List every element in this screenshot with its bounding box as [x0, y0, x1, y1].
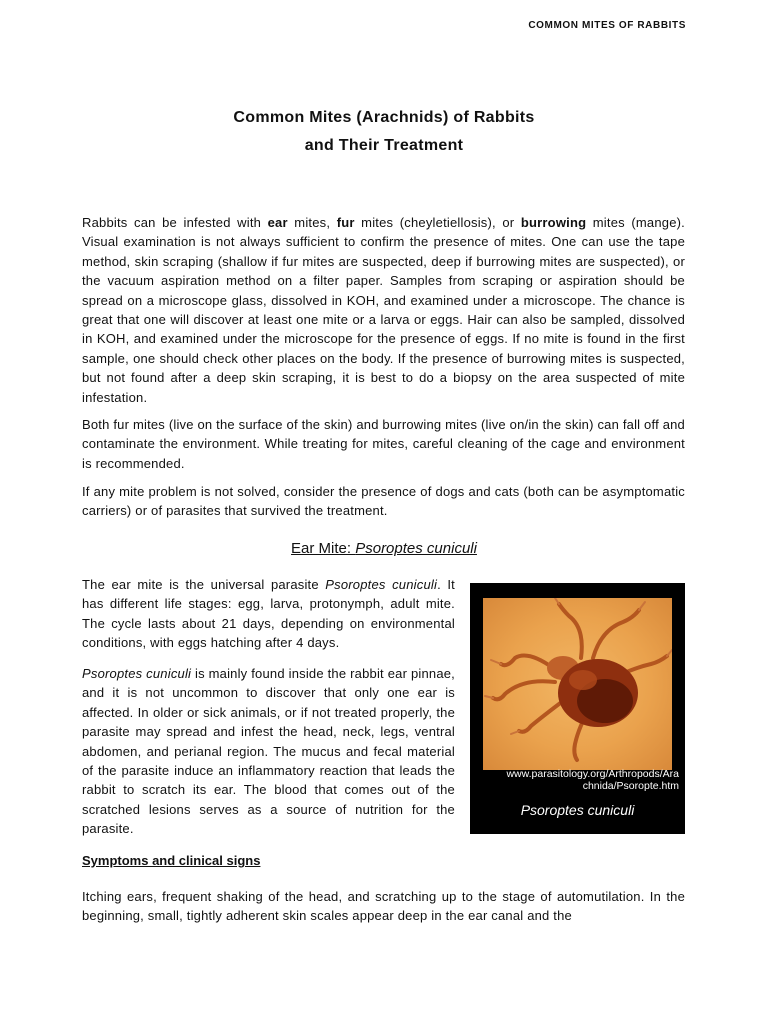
mite-illustration	[483, 598, 672, 770]
burrowing-term: burrowing	[520, 215, 587, 230]
mite-figure	[470, 583, 685, 834]
ear-mite-heading	[0, 540, 768, 557]
title-line-1: Common Mites (Arachnids) of Rabbits	[233, 109, 535, 126]
ear-mite-p1-text-1: The ear mite is the universal parasite	[82, 577, 326, 592]
ear-mite-heading-prefix: Ear Mite:	[291, 540, 356, 557]
figure-url-line-1: www.parasitology.org/Arthropods/Ara	[506, 768, 679, 780]
intro-paragraph	[82, 213, 685, 407]
unsolved-problem-paragraph: If any mite problem is not solved, consider the presence of dogs and cats (both can be asymptomatic carriers) or of parasites that survived the treatment.	[82, 484, 685, 519]
ear-mite-p1-species: Psoroptes cuniculi	[325, 577, 438, 592]
mite-photo	[483, 598, 672, 770]
ear-term: ear	[267, 215, 288, 230]
symptoms-heading: Symptoms and clinical signs	[82, 853, 261, 868]
ear-mite-paragraph-2	[82, 664, 455, 839]
intro-text-2: mites,	[287, 215, 337, 230]
intro-text-3: mites (cheyletiellosis), or	[354, 215, 521, 230]
running-header: COMMON MITES OF RABBITS	[528, 20, 686, 31]
figure-caption: Psoroptes cuniculi	[520, 802, 635, 818]
intro-text-1: Rabbits can be infested with	[82, 215, 268, 230]
figure-url-line-2: chnida/Psoropte.htm	[582, 780, 679, 792]
page-title	[0, 104, 768, 160]
ear-mite-p2-text: is mainly found inside the rabbit ear pinnae, and it is not uncommon to discover that only one ear is affected. In older or sick animals, or if not treated properly, the parasite may spread and infest the head, neck, legs, ventral abdomen, and perianal region. The mucus and fecal material of the parasite induce an inflammatory reaction that leads the rabbit to scratch its ear. The blood that comes out of the scratched lesions serves as a source of nutrition for the parasite.	[82, 666, 455, 837]
ear-mite-p1-text-2: . It has different life stages: egg, larva, protonymph, adult mite. The cycle lasts about 21 days, depending on environmental conditions, with eggs hatching after 4 days.	[82, 577, 455, 651]
intro-text-4: mites (mange). Visual examination is not always sufficient to confirm the presence of mites. One can use the tape method, skin scraping (shallow if fur mites are suspected, deep if burrowing mites are suspected), or the vacuum aspiration method on a filter paper. Samples from scraping or aspiration should be spread on a microscope glass, dissolved in KOH, and examined under a microscope. The chance is great that one will discover at least one mite or a larva or eggs. Hair can also be sampled, dissolved in KOH, and examined under the microscope for the presence of eggs. If no mite is found in the first sample, one should check other places on the body. If the presence of burrowing mites is suspected, but not found after a deep skin scraping, it is best to do a biopsy on the area suspected of mite infestation.	[82, 215, 685, 405]
ear-mite-p2-species: Psoroptes cuniculi	[82, 666, 192, 681]
symptoms-paragraph: Itching ears, frequent shaking of the head, and scratching up to the stage of automutilation. In the beginning, small, tightly adherent skin scales appear deep in the ear canal and the	[82, 889, 685, 924]
title-line-2: and Their Treatment	[304, 137, 464, 154]
figure-source-url	[476, 768, 679, 792]
ear-mite-paragraph-1	[82, 575, 455, 653]
fur-term: fur	[336, 215, 355, 230]
both-mites-paragraph: Both fur mites (live on the surface of the skin) and burrowing mites (live on/in the skin) can fall off and contaminate the environment. While treating for mites, careful cleaning of the cage and environment is recommended.	[82, 417, 685, 471]
ear-mite-heading-species: Psoroptes cuniculi	[355, 540, 477, 557]
